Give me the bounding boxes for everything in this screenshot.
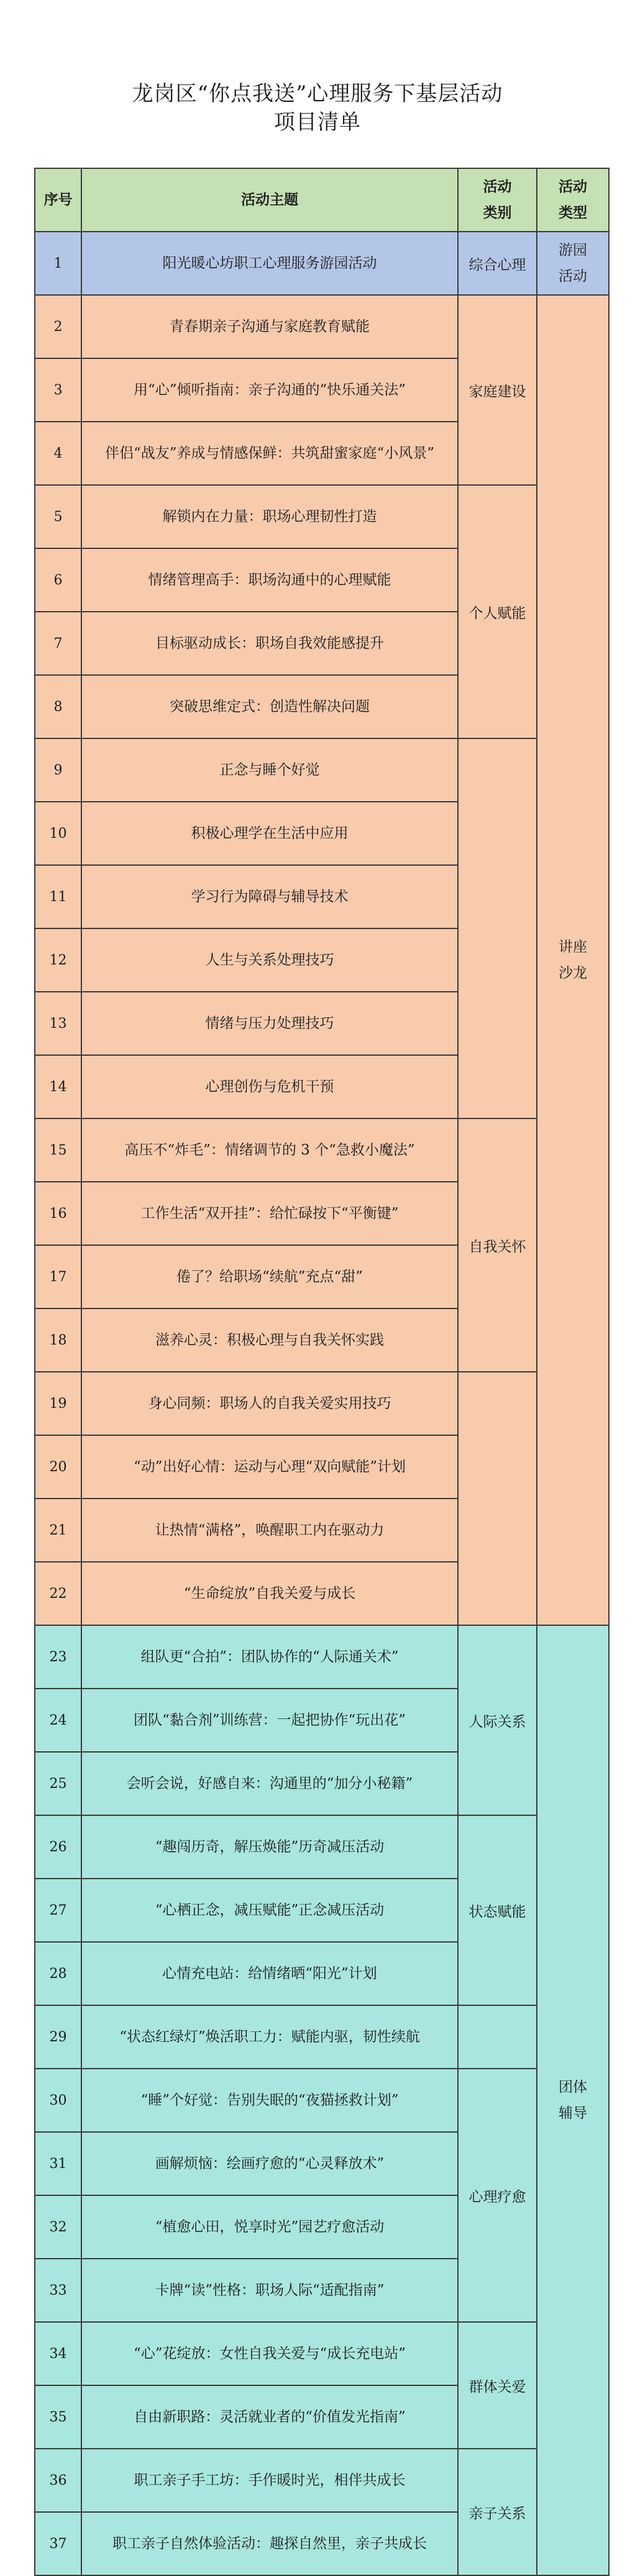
row-topic: 情绪与压力处理技巧	[81, 992, 458, 1055]
row-number: 9	[35, 738, 81, 802]
header-topic: 活动主题	[81, 168, 458, 232]
activity-table	[34, 168, 610, 2576]
row-number: 5	[35, 485, 81, 548]
table-row	[35, 232, 609, 295]
table-row	[35, 2069, 609, 2132]
row-topic: 让热情“满格”，唤醒职工内在驱动力	[81, 1499, 458, 1562]
row-number: 33	[35, 2259, 81, 2322]
row-number: 10	[35, 802, 81, 865]
row-topic: 组队更“合拍”：团队协作的“人际通关术”	[81, 1625, 458, 1689]
row-topic: 学习行为障碍与辅导技术	[81, 865, 458, 928]
category-cell: 心理疗愈	[458, 2069, 537, 2322]
row-topic: 阳光暖心坊职工心理服务游园活动	[81, 232, 458, 295]
row-topic: 高压不“炸毛”：情绪调节的 3 个“急救小魔法”	[81, 1118, 458, 1182]
row-number: 37	[35, 2512, 81, 2575]
row-number: 27	[35, 1879, 81, 1942]
row-topic: 倦了？给职场“续航”充点“甜”	[81, 1245, 458, 1308]
category-cell-empty	[458, 738, 537, 1118]
row-number: 34	[35, 2322, 81, 2385]
category-cell: 自我关怀	[458, 1118, 537, 1372]
row-number: 30	[35, 2069, 81, 2132]
category-cell-empty	[458, 1372, 537, 1625]
row-number: 19	[35, 1372, 81, 1435]
header-num: 序号	[35, 168, 81, 232]
row-topic: 用“心”倾听指南：亲子沟通的“快乐通关法”	[81, 358, 458, 422]
row-number: 16	[35, 1182, 81, 1245]
table-row	[35, 2005, 609, 2069]
category-cell: 亲子关系	[458, 2449, 537, 2575]
row-topic: “睡”个好觉：告别失眠的“夜猫拯救计划”	[81, 2069, 458, 2132]
row-topic: 情绪管理高手：职场沟通中的心理赋能	[81, 548, 458, 612]
row-number: 36	[35, 2449, 81, 2512]
row-topic: “心栖正念，减压赋能”正念减压活动	[81, 1879, 458, 1942]
document-title	[0, 79, 635, 137]
category-cell: 人际关系	[458, 1625, 537, 1815]
category-cell: 群体关爱	[458, 2322, 537, 2449]
row-number: 13	[35, 992, 81, 1055]
row-number: 21	[35, 1499, 81, 1562]
row-topic: 目标驱动成长：职场自我效能感提升	[81, 612, 458, 675]
table-row	[35, 738, 609, 802]
row-number: 6	[35, 548, 81, 612]
row-topic: 工作生活“双开挂”：给忙碌按下“平衡键”	[81, 1182, 458, 1245]
table-row	[35, 2449, 609, 2512]
row-topic: “状态红绿灯”焕活职工力：赋能内驱，韧性续航	[81, 2005, 458, 2069]
row-topic: 画解烦恼：绘画疗愈的“心灵释放术”	[81, 2132, 458, 2195]
row-topic: 自由新职路：灵活就业者的“价值发光指南”	[81, 2385, 458, 2449]
table-row	[35, 1372, 609, 1435]
row-number: 3	[35, 358, 81, 422]
row-topic: 职工亲子自然体验活动：趣探自然里，亲子共成长	[81, 2512, 458, 2575]
category-cell: 个人赋能	[458, 485, 537, 738]
table-row	[35, 2322, 609, 2385]
row-number: 17	[35, 1245, 81, 1308]
row-topic: “植愈心田，悦享时光”园艺疗愈活动	[81, 2195, 458, 2259]
table-row	[35, 1118, 609, 1182]
row-topic: 突破思维定式：创造性解决问题	[81, 675, 458, 738]
row-number: 20	[35, 1435, 81, 1499]
row-number: 29	[35, 2005, 81, 2069]
row-number: 31	[35, 2132, 81, 2195]
row-number: 22	[35, 1562, 81, 1625]
table-row	[35, 1625, 609, 1689]
table-row	[35, 485, 609, 548]
row-number: 4	[35, 422, 81, 485]
row-topic: 积极心理学在生活中应用	[81, 802, 458, 865]
row-number: 25	[35, 1752, 81, 1815]
row-topic: 心理创伤与危机干预	[81, 1055, 458, 1118]
row-topic: 正念与睡个好觉	[81, 738, 458, 802]
row-number: 15	[35, 1118, 81, 1182]
row-number: 12	[35, 928, 81, 992]
header-category: 活动 类别	[458, 168, 537, 232]
row-topic: “心”花绽放：女性自我关爱与“成长充电站”	[81, 2322, 458, 2385]
category-cell: 家庭建设	[458, 295, 537, 485]
row-number: 11	[35, 865, 81, 928]
row-number: 18	[35, 1308, 81, 1372]
table-row	[35, 295, 609, 358]
row-topic: 心情充电站：给情绪晒“阳光”计划	[81, 1942, 458, 2005]
row-topic: 职工亲子手工坊：手作暖时光，相伴共成长	[81, 2449, 458, 2512]
row-number: 1	[35, 232, 81, 295]
row-number: 26	[35, 1815, 81, 1879]
category-cell: 状态赋能	[458, 1815, 537, 2005]
row-number: 24	[35, 1689, 81, 1752]
row-topic: 身心同频：职场人的自我关爱实用技巧	[81, 1372, 458, 1435]
type-cell: 游园 活动	[537, 232, 609, 295]
row-number: 14	[35, 1055, 81, 1118]
title-line-1: 龙岗区“你点我送”心理服务下基层活动	[132, 81, 503, 106]
category-cell: 综合心理	[458, 232, 537, 295]
row-number: 35	[35, 2385, 81, 2449]
row-topic: “生命绽放”自我关爱与成长	[81, 1562, 458, 1625]
row-number: 2	[35, 295, 81, 358]
row-topic: 人生与关系处理技巧	[81, 928, 458, 992]
row-number: 23	[35, 1625, 81, 1689]
row-number: 8	[35, 675, 81, 738]
row-topic: 青春期亲子沟通与家庭教育赋能	[81, 295, 458, 358]
row-topic: 伴侣“战友”养成与情感保鲜：共筑甜蜜家庭“小风景”	[81, 422, 458, 485]
row-number: 32	[35, 2195, 81, 2259]
title-line-2: 项目清单	[274, 110, 361, 135]
row-topic: 解锁内在力量：职场心理韧性打造	[81, 485, 458, 548]
row-number: 28	[35, 1942, 81, 2005]
row-topic: 会听会说，好感自来：沟通里的“加分小秘籍”	[81, 1752, 458, 1815]
row-topic: “趣闯历奇，解压焕能”历奇减压活动	[81, 1815, 458, 1879]
type-cell: 团体 辅导	[537, 1625, 609, 2575]
type-cell: 讲座 沙龙	[537, 295, 609, 1625]
row-topic: 卡牌“读”性格：职场人际“适配指南”	[81, 2259, 458, 2322]
header-type: 活动 类型	[537, 168, 609, 232]
category-cell-empty	[458, 2005, 537, 2069]
row-number: 7	[35, 612, 81, 675]
row-topic: 团队“黏合剂”训练营：一起把协作“玩出花”	[81, 1689, 458, 1752]
table-row	[35, 1815, 609, 1879]
row-topic: 滋养心灵：积极心理与自我关怀实践	[81, 1308, 458, 1372]
table-header-row	[35, 168, 609, 232]
row-topic: “动”出好心情：运动与心理“双向赋能”计划	[81, 1435, 458, 1499]
